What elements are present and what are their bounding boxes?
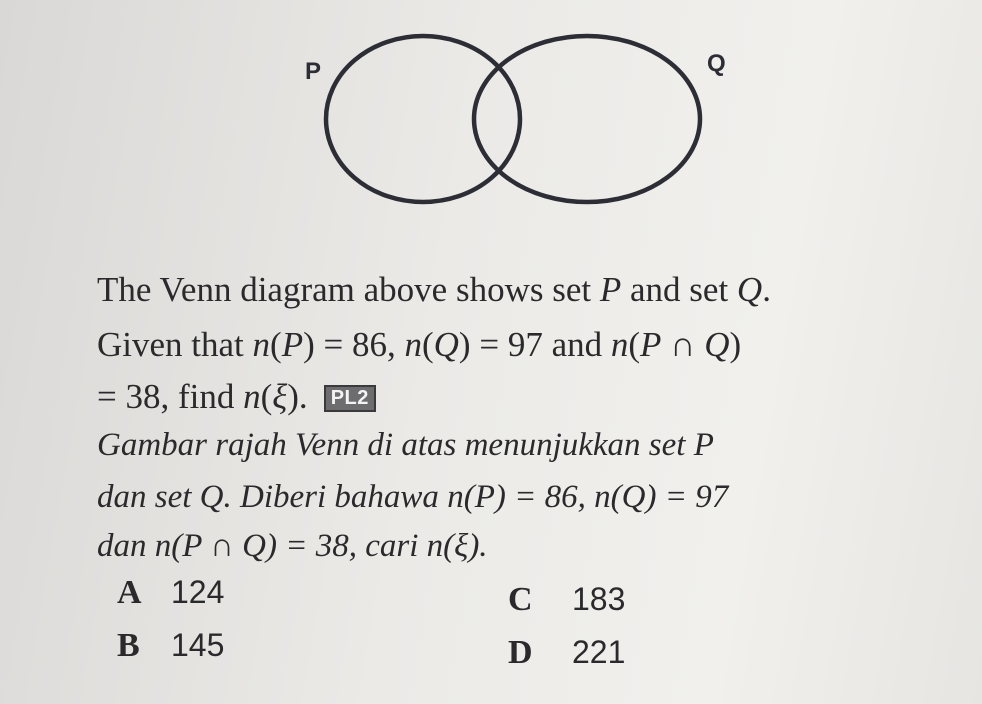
option-b-value: 145 [171, 627, 225, 663]
option-b[interactable] [117, 629, 224, 663]
set-q-circle [474, 36, 700, 202]
question-en-line-2: Given that n(P) = 86, n(Q) = 97 and n(P ∩ Q) [97, 325, 742, 364]
set-p-label: P [305, 58, 322, 85]
option-b-letter: B [117, 627, 140, 664]
option-d-value: 221 [572, 634, 626, 670]
option-d[interactable] [508, 636, 625, 670]
question-ms-line-1: Gambar rajah Venn di atas menunjukkan set P [97, 427, 714, 463]
option-a[interactable] [117, 576, 224, 610]
option-a-letter: A [117, 574, 142, 611]
option-a-value: 124 [171, 574, 225, 610]
venn-diagram [0, 0, 982, 260]
question-ms-line-3: dan n(P ∩ Q) = 38, cari n(ξ). [97, 528, 488, 564]
question-en-line-3 [97, 379, 376, 414]
set-p-circle [326, 36, 520, 202]
option-d-letter: D [508, 634, 533, 671]
question-ms-line-2: dan set Q. Diberi bahawa n(P) = 86, n(Q) = 97 [97, 479, 729, 515]
question-en-line-3-text: = 38, find n(ξ). [97, 377, 308, 416]
question-en-line-1: The Venn diagram above shows set P and set Q. [97, 270, 771, 309]
option-c[interactable] [508, 583, 625, 617]
pl2-level-tag: PL2 [324, 385, 376, 412]
option-c-value: 183 [572, 581, 626, 617]
set-q-label: Q [707, 50, 726, 77]
option-c-letter: C [508, 581, 533, 618]
